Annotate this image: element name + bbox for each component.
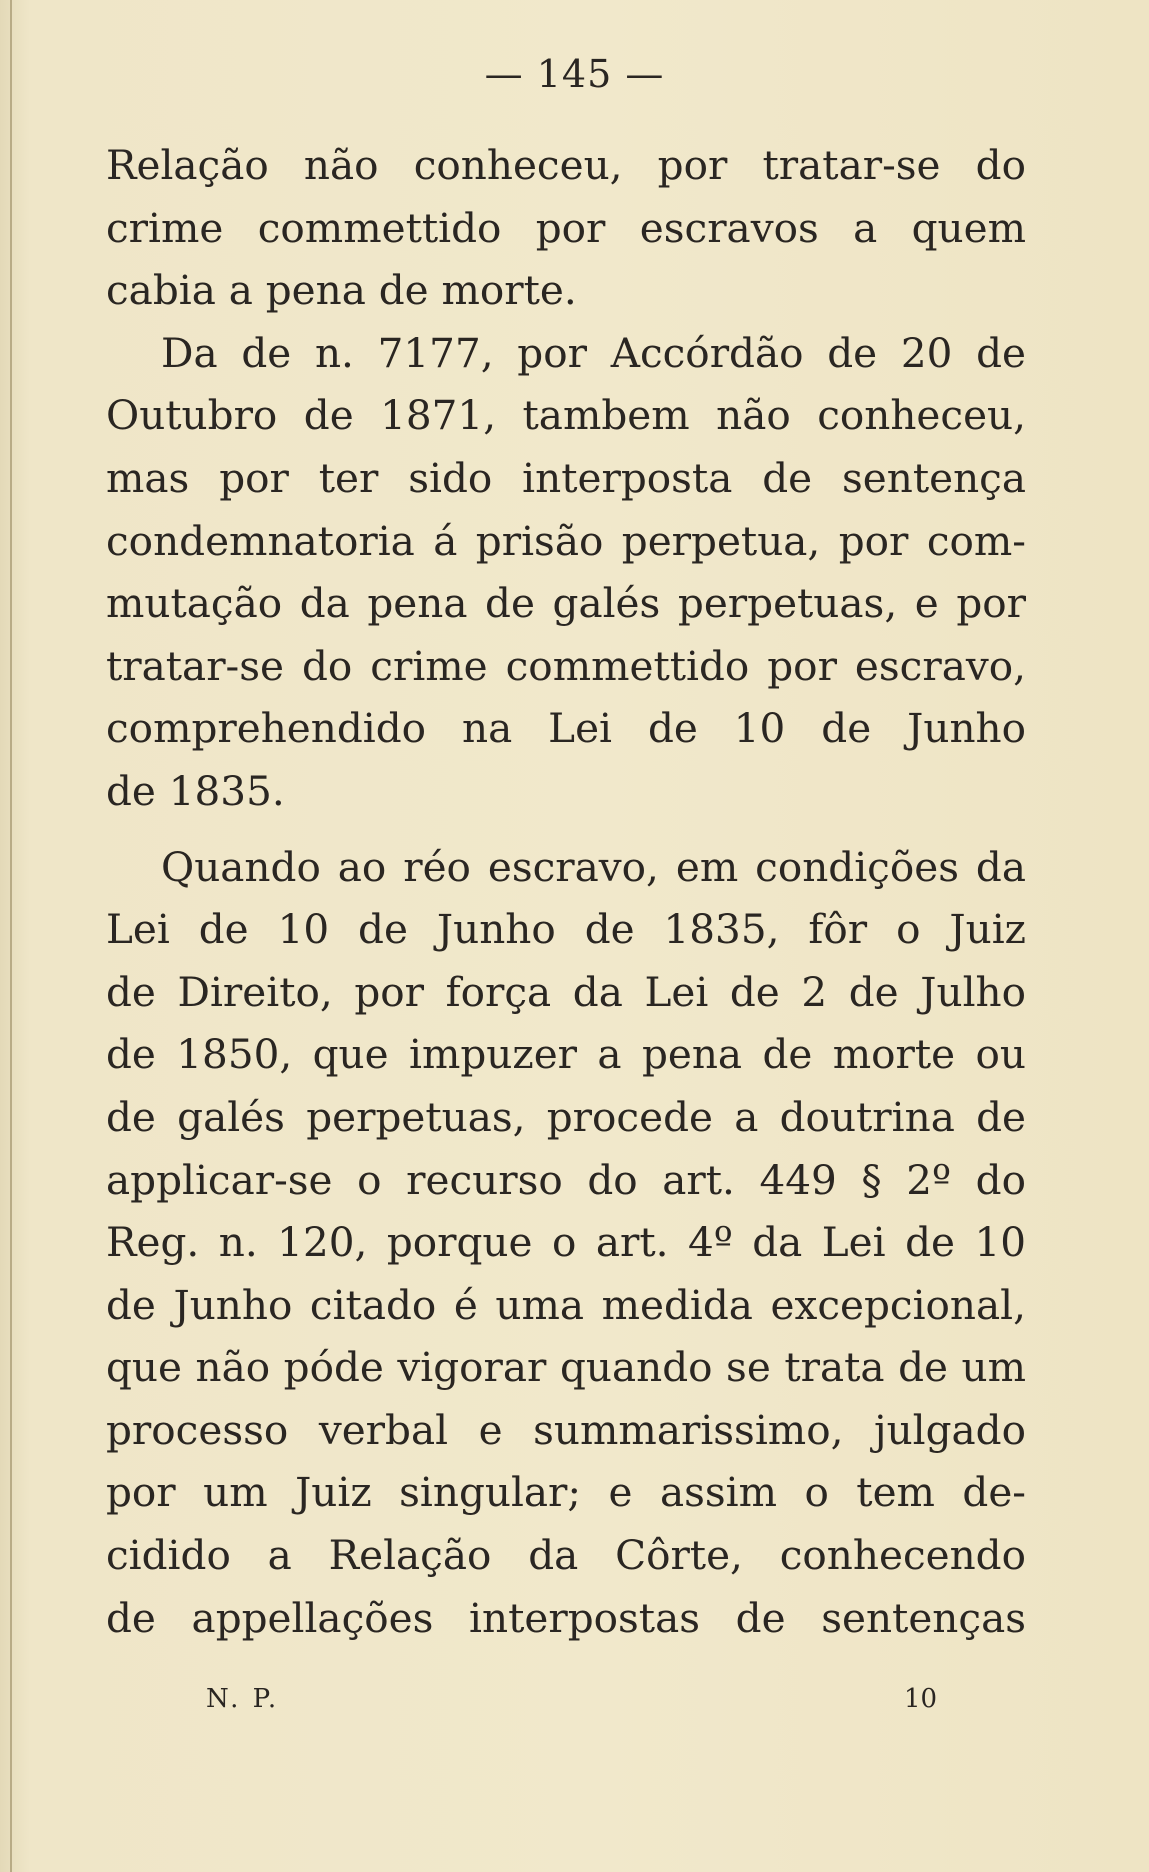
text-line: cabia a pena de morte. [106,266,577,315]
text-line: processo verbal e summarissimo, julgado [106,1405,1026,1454]
text-line: Lei de 10 de Junho de 1835, fôr o Juiz [106,905,1026,954]
paragraph-2 [106,322,1026,823]
text-line: de appellações interpostas de sentenças [106,1593,1026,1642]
text-line: Reg. n. 120, porque o art. 4º da Lei de 10 [106,1218,1026,1267]
text-line: de 1835. [106,766,285,815]
text-line: de Direito, por força da Lei de 2 de Julho [106,967,1026,1016]
text-line: Relação não conheceu, por tratar-se do [106,141,1026,189]
printer-signature: N. P. [206,1684,280,1714]
page-footer [0,1684,1149,1724]
page-spine-edge [10,0,12,1872]
text-line: mas por ter sido interposta de sentença [106,453,1026,502]
text-line: mutação da pena de galés perpetuas, e por [106,579,1026,628]
text-line: de galés perpetuas, procede a doutrina de [106,1092,1026,1141]
text-line: Outubro de 1871, tambem não conheceu, [106,391,1026,440]
text-line: de 1850, que impuzer a pena de morte ou [106,1030,1026,1079]
text-line: crime commettido por escravos a quem [106,203,1026,252]
text-line: tratar-se do crime commettido por escravo, [106,641,1026,690]
paragraph-3 [106,836,1026,1650]
text-line: applicar-se o recurso do art. 449 § 2º do [106,1155,1026,1204]
paragraph-1 [106,134,1026,322]
gathering-number: 10 [904,1684,938,1714]
text-line: Quando ao réo escravo, em condições da [161,842,1026,891]
body-text [106,134,1026,1649]
text-line: que não póde vigorar quando se trata de um [106,1343,1026,1392]
text-line: por um Juiz singular; e assim o tem de- [106,1468,1026,1517]
page-number: — 145 — [484,52,665,96]
text-line: cidido a Relação da Côrte, conhecendo [106,1531,1026,1580]
text-line: comprehendido na Lei de 10 de Junho [106,704,1026,753]
text-line: condemnatoria á prisão perpetua, por com- [106,516,1026,565]
text-line: de Junho citado é uma medida excepcional, [106,1280,1026,1329]
text-line: Da de n. 7177, por Accórdão de 20 de [161,328,1026,377]
